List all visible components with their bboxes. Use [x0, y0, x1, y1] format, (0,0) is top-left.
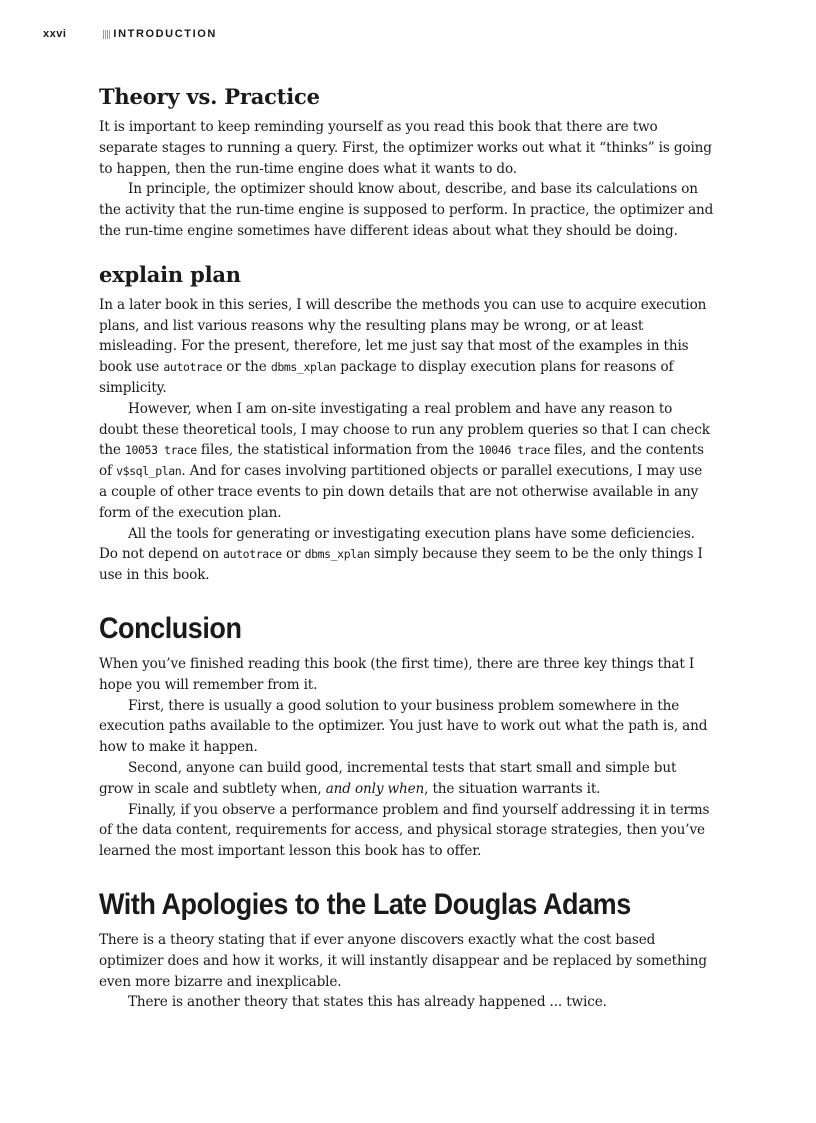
code-inline: 10046 trace — [478, 443, 550, 458]
header-ornament-icon — [103, 30, 111, 39]
paragraph: First, there is usually a good solution to your business problem somewhere in the execution paths available to the optimizer. You just have to work out what the path is, and how to make it happen. — [99, 697, 708, 756]
code-inline: autotrace — [163, 360, 223, 375]
code-inline: v$sql_plan — [116, 464, 182, 479]
page-body — [99, 83, 714, 1013]
paragraph: There is a theory stating that if ever anyone discovers exactly what the cost based optimizer does and how it works, it will instantly disappear and be replaced by something even more bizarre and inexplicable. — [99, 931, 707, 990]
code-inline: dbms_xplan — [304, 547, 370, 562]
code-inline: dbms_xplan — [270, 360, 337, 375]
code-inline: 10053 trace — [124, 443, 197, 458]
code-inline: autotrace — [223, 547, 282, 562]
paragraph: It is important to keep reminding yourself as you read this book that there are two separate stages to running a query. First, the optimizer works out what it “thinks” is going to happen, then the run-time engine does what it wants to do. — [99, 119, 712, 177]
text-run: However, when I am on-site investigating a real problem and have any reason to doubt these theoretical tools, I may choose to run any problem queries so that I can check the — [99, 400, 710, 459]
text-run: or — [281, 546, 305, 563]
running-title: INTRODUCTION — [113, 28, 217, 40]
running-header — [43, 28, 217, 40]
emphasis: and only when — [325, 780, 425, 797]
text-run: files, the statistical information from the — [196, 442, 479, 459]
text-run: simply because they seem to be the only things I use in this book. — [99, 546, 703, 584]
text-run: , the situation warrants it. — [424, 780, 601, 797]
paragraph — [99, 524, 714, 586]
section-conclusion — [99, 610, 714, 862]
heading-conclusion: Conclusion — [99, 611, 242, 645]
text-run: . And for cases involving partitioned objects or parallel executions, I may use a couple of other trace events to pin down details that are not otherwise available in any form of the execution plan. — [99, 463, 703, 521]
text-run: Second, anyone can build good, incremental tests that start small and simple but grow in scale and subtlety when, — [99, 759, 677, 797]
heading-apologies: With Apologies to the Late Douglas Adams — [99, 887, 631, 921]
text-run: In a later book in this series, I will describe the methods you can use to acquire execution plans, and list various reasons why the resulting plans may be wrong, or at least misleading. For the present, therefore, let me just say that most of the examples in this book use — [99, 296, 707, 376]
heading-explain-plan: explain plan — [99, 261, 241, 287]
paragraph — [99, 758, 714, 800]
paragraph — [99, 399, 714, 524]
section-theory-vs-practice — [99, 83, 714, 242]
text-run: or the — [222, 359, 271, 376]
text-run: files, and the contents of — [99, 442, 704, 480]
section-apologies — [99, 886, 714, 1013]
heading-theory-vs-practice: Theory vs. Practice — [99, 84, 320, 109]
paragraph — [99, 295, 714, 399]
paragraph: There is another theory that states this has already happened ... twice. — [128, 994, 607, 1011]
text-run: package to display execution plans for reasons of simplicity. — [99, 359, 674, 396]
paragraph: When you’ve finished reading this book (the first time), there are three key things that I hope you will remember from it. — [99, 655, 695, 693]
paragraph: In principle, the optimizer should know about, describe, and base its calculations on the activity that the run-time engine is supposed to perform. In practice, the optimizer and the run-time engine sometimes have different ideas about what they should be doing. — [99, 181, 714, 239]
page-number: xxvi — [43, 28, 67, 40]
section-explain-plan — [99, 261, 714, 586]
text-run: All the tools for generating or investigating execution plans have some deficiencies. Do not depend on — [99, 525, 695, 563]
paragraph: Finally, if you observe a performance problem and find yourself addressing it in terms of the data content, requirements for access, and physical storage strategies, then you’ve learned the most important lesson this book has to offer. — [99, 801, 710, 860]
